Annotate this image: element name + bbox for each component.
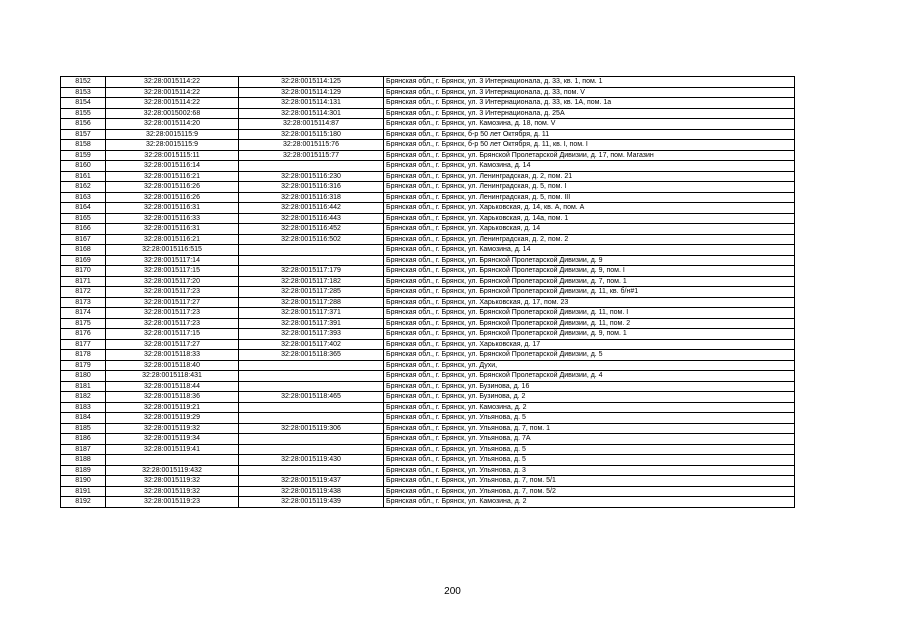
address-cell: Брянская обл., г. Брянск, ул. Ульянова, д. 7, пом. 5/2 — [384, 486, 795, 497]
object-number-cell — [239, 245, 384, 256]
parcel-number-cell: 32:28:0015118:44 — [106, 381, 239, 392]
object-number-cell: 32:28:0015114:125 — [239, 77, 384, 88]
address-cell: Брянская обл., г. Брянск, ул. Харьковская, д. 17, пом. 23 — [384, 297, 795, 308]
parcel-number-cell: 32:28:0015116:26 — [106, 182, 239, 193]
address-cell: Брянская обл., г. Брянск, ул. Харьковская, д. 14а, пом. 1 — [384, 213, 795, 224]
table-row — [61, 402, 795, 413]
row-number-cell: 8163 — [61, 192, 106, 203]
parcel-number-cell — [106, 455, 239, 466]
parcel-number-cell: 32:28:0015119:41 — [106, 444, 239, 455]
table-row — [61, 213, 795, 224]
parcel-number-cell: 32:28:0015114:22 — [106, 98, 239, 109]
parcel-number-cell: 32:28:0015119:432 — [106, 465, 239, 476]
object-number-cell: 32:28:0015116:443 — [239, 213, 384, 224]
row-number-cell: 8160 — [61, 161, 106, 172]
parcel-number-cell: 32:28:0015119:34 — [106, 434, 239, 445]
row-number-cell: 8155 — [61, 108, 106, 119]
row-number-cell: 8192 — [61, 497, 106, 508]
table-row — [61, 339, 795, 350]
page-number: 200 — [444, 586, 461, 597]
object-number-cell: 32:28:0015117:182 — [239, 276, 384, 287]
object-number-cell: 32:28:0015119:439 — [239, 497, 384, 508]
object-number-cell: 32:28:0015116:442 — [239, 203, 384, 214]
address-cell: Брянская обл., г. Брянск, ул. Бузинова, д. 2 — [384, 392, 795, 403]
address-cell: Брянская обл., г. Брянск, ул. Харьковская, д. 17 — [384, 339, 795, 350]
address-cell: Брянская обл., г. Брянск, ул. Камозина, д. 14 — [384, 245, 795, 256]
object-number-cell: 32:28:0015119:306 — [239, 423, 384, 434]
parcel-number-cell: 32:28:0015118:33 — [106, 350, 239, 361]
row-number-cell: 8179 — [61, 360, 106, 371]
object-number-cell — [239, 413, 384, 424]
parcel-number-cell: 32:28:0015002:68 — [106, 108, 239, 119]
row-number-cell: 8170 — [61, 266, 106, 277]
address-cell: Брянская обл., г. Брянск, ул. Ульянова, д. 3 — [384, 465, 795, 476]
table-row — [61, 486, 795, 497]
row-number-cell: 8173 — [61, 297, 106, 308]
table-row — [61, 297, 795, 308]
object-number-cell: 32:28:0015116:316 — [239, 182, 384, 193]
object-number-cell: 32:28:0015117:371 — [239, 308, 384, 319]
object-number-cell: 32:28:0015114:131 — [239, 98, 384, 109]
table-row — [61, 318, 795, 329]
address-cell: Брянская обл., г. Брянск, б-р 50 лет Октября, д. 11 — [384, 129, 795, 140]
table-row — [61, 371, 795, 382]
parcel-number-cell: 32:28:0015116:515 — [106, 245, 239, 256]
table-row — [61, 308, 795, 319]
row-number-cell: 8176 — [61, 329, 106, 340]
table-row — [61, 140, 795, 151]
object-number-cell: 32:28:0015115:180 — [239, 129, 384, 140]
table-row — [61, 444, 795, 455]
object-number-cell — [239, 465, 384, 476]
row-number-cell: 8188 — [61, 455, 106, 466]
object-number-cell — [239, 161, 384, 172]
table-row — [61, 87, 795, 98]
address-cell: Брянская обл., г. Брянск, ул. Ульянова, д. 5 — [384, 455, 795, 466]
row-number-cell: 8164 — [61, 203, 106, 214]
object-number-cell: 32:28:0015117:285 — [239, 287, 384, 298]
parcel-number-cell: 32:28:0015117:23 — [106, 287, 239, 298]
object-number-cell: 32:28:0015119:437 — [239, 476, 384, 487]
row-number-cell: 8159 — [61, 150, 106, 161]
address-cell: Брянская обл., г. Брянск, ул. Брянской Пролетарской Дивизии, д. 11, пом. I — [384, 308, 795, 319]
object-number-cell — [239, 434, 384, 445]
parcel-number-cell: 32:28:0015115:9 — [106, 140, 239, 151]
row-number-cell: 8190 — [61, 476, 106, 487]
address-cell: Брянская обл., г. Брянск, ул. Брянской Пролетарской Дивизии, д. 11, кв. б/н#1 — [384, 287, 795, 298]
table-row — [61, 276, 795, 287]
object-number-cell: 32:28:0015117:402 — [239, 339, 384, 350]
row-number-cell: 8161 — [61, 171, 106, 182]
table-row — [61, 129, 795, 140]
table-row — [61, 423, 795, 434]
parcel-number-cell: 32:28:0015116:26 — [106, 192, 239, 203]
table-row — [61, 329, 795, 340]
row-number-cell: 8162 — [61, 182, 106, 193]
parcel-number-cell: 32:28:0015118:36 — [106, 392, 239, 403]
parcel-number-cell: 32:28:0015117:27 — [106, 297, 239, 308]
address-cell: Брянская обл., г. Брянск, ул. 3 Интернационала, д. 33, кв. 1А, пом. 1а — [384, 98, 795, 109]
address-cell: Брянская обл., г. Брянск, ул. Ульянова, д. 7А — [384, 434, 795, 445]
parcel-number-cell: 32:28:0015119:21 — [106, 402, 239, 413]
parcel-number-cell: 32:28:0015114:22 — [106, 77, 239, 88]
parcel-number-cell: 32:28:0015114:22 — [106, 87, 239, 98]
row-number-cell: 8174 — [61, 308, 106, 319]
row-number-cell: 8153 — [61, 87, 106, 98]
row-number-cell: 8186 — [61, 434, 106, 445]
table-row — [61, 287, 795, 298]
table-row — [61, 476, 795, 487]
parcel-number-cell: 32:28:0015115:9 — [106, 129, 239, 140]
table-row — [61, 192, 795, 203]
address-cell: Брянская обл., г. Брянск, ул. 3 Интернационала, д. 33, кв. 1, пом. 1 — [384, 77, 795, 88]
parcel-number-cell: 32:28:0015115:11 — [106, 150, 239, 161]
object-number-cell: 32:28:0015117:393 — [239, 329, 384, 340]
object-number-cell: 32:28:0015114:301 — [239, 108, 384, 119]
parcel-number-cell: 32:28:0015119:32 — [106, 423, 239, 434]
row-number-cell: 8181 — [61, 381, 106, 392]
address-cell: Брянская обл., г. Брянск, ул. Ленинградская, д. 2, пом. 2 — [384, 234, 795, 245]
address-cell: Брянская обл., г. Брянск, ул. Камозина, д. 2 — [384, 497, 795, 508]
parcel-number-cell: 32:28:0015118:431 — [106, 371, 239, 382]
row-number-cell: 8185 — [61, 423, 106, 434]
table-row — [61, 203, 795, 214]
object-number-cell: 32:28:0015114:87 — [239, 119, 384, 130]
parcel-number-cell: 32:28:0015117:14 — [106, 255, 239, 266]
parcel-number-cell: 32:28:0015114:20 — [106, 119, 239, 130]
address-cell: Брянская обл., г. Брянск, б-р 50 лет Октября, д. 11, кв. I, пом. I — [384, 140, 795, 151]
address-cell: Брянская обл., г. Брянск, ул. Камозина, д. 14 — [384, 161, 795, 172]
row-number-cell: 8152 — [61, 77, 106, 88]
address-cell: Брянская обл., г. Брянск, ул. Брянской Пролетарской Дивизии, д. 17, пом. Магазин — [384, 150, 795, 161]
table-row — [61, 350, 795, 361]
address-cell: Брянская обл., г. Брянск, ул. Брянской Пролетарской Дивизии, д. 4 — [384, 371, 795, 382]
table-row — [61, 98, 795, 109]
row-number-cell: 8178 — [61, 350, 106, 361]
table-row — [61, 455, 795, 466]
object-number-cell: 32:28:0015115:77 — [239, 150, 384, 161]
table-row — [61, 465, 795, 476]
object-number-cell — [239, 371, 384, 382]
parcel-number-cell: 32:28:0015117:20 — [106, 276, 239, 287]
parcel-number-cell: 32:28:0015117:27 — [106, 339, 239, 350]
table-row — [61, 108, 795, 119]
row-number-cell: 8172 — [61, 287, 106, 298]
address-cell: Брянская обл., г. Брянск, ул. Ленинградская, д. 5, пом. I — [384, 182, 795, 193]
object-number-cell: 32:28:0015119:438 — [239, 486, 384, 497]
address-cell: Брянская обл., г. Брянск, ул. Харьковская, д. 14 — [384, 224, 795, 235]
parcel-number-cell: 32:28:0015119:29 — [106, 413, 239, 424]
object-number-cell — [239, 381, 384, 392]
row-number-cell: 8171 — [61, 276, 106, 287]
row-number-cell: 8189 — [61, 465, 106, 476]
parcel-number-cell: 32:28:0015116:33 — [106, 213, 239, 224]
address-cell: Брянская обл., г. Брянск, ул. Ульянова, д. 5 — [384, 413, 795, 424]
parcel-number-cell: 32:28:0015116:21 — [106, 171, 239, 182]
table-row — [61, 381, 795, 392]
table-row — [61, 150, 795, 161]
row-number-cell: 8183 — [61, 402, 106, 413]
table-row — [61, 392, 795, 403]
object-number-cell — [239, 255, 384, 266]
row-number-cell: 8156 — [61, 119, 106, 130]
row-number-cell: 8166 — [61, 224, 106, 235]
object-number-cell: 32:28:0015116:230 — [239, 171, 384, 182]
table-row — [61, 161, 795, 172]
parcel-number-cell: 32:28:0015119:23 — [106, 497, 239, 508]
table-row — [61, 77, 795, 88]
address-cell: Брянская обл., г. Брянск, ул. Духи, — [384, 360, 795, 371]
parcel-number-cell: 32:28:0015116:14 — [106, 161, 239, 172]
table-row — [61, 119, 795, 130]
table-row — [61, 360, 795, 371]
parcel-number-cell: 32:28:0015117:15 — [106, 329, 239, 340]
table-row — [61, 245, 795, 256]
parcel-number-cell: 32:28:0015117:15 — [106, 266, 239, 277]
object-number-cell: 32:28:0015118:465 — [239, 392, 384, 403]
cadastral-table — [60, 76, 795, 508]
row-number-cell: 8165 — [61, 213, 106, 224]
address-cell: Брянская обл., г. Брянск, ул. Харьковская, д. 14, кв. А, пом. А — [384, 203, 795, 214]
table-row — [61, 434, 795, 445]
object-number-cell: 32:28:0015116:452 — [239, 224, 384, 235]
row-number-cell: 8177 — [61, 339, 106, 350]
parcel-number-cell: 32:28:0015119:32 — [106, 476, 239, 487]
row-number-cell: 8187 — [61, 444, 106, 455]
row-number-cell: 8184 — [61, 413, 106, 424]
row-number-cell: 8191 — [61, 486, 106, 497]
address-cell: Брянская обл., г. Брянск, ул. Камозина, д. 18, пом. V — [384, 119, 795, 130]
address-cell: Брянская обл., г. Брянск, ул. 3 Интернационала, д. 33, пом. V — [384, 87, 795, 98]
row-number-cell: 8180 — [61, 371, 106, 382]
row-number-cell: 8169 — [61, 255, 106, 266]
address-cell: Брянская обл., г. Брянск, ул. 3 Интернационала, д. 25А — [384, 108, 795, 119]
object-number-cell: 32:28:0015117:391 — [239, 318, 384, 329]
row-number-cell: 8175 — [61, 318, 106, 329]
address-cell: Брянская обл., г. Брянск, ул. Бузинова, д. 16 — [384, 381, 795, 392]
table-row — [61, 497, 795, 508]
table-row — [61, 413, 795, 424]
parcel-number-cell: 32:28:0015119:32 — [106, 486, 239, 497]
parcel-number-cell: 32:28:0015117:23 — [106, 308, 239, 319]
address-cell: Брянская обл., г. Брянск, ул. Ульянова, д. 7, пом. 5/1 — [384, 476, 795, 487]
row-number-cell: 8158 — [61, 140, 106, 151]
address-cell: Брянская обл., г. Брянск, ул. Брянской Пролетарской Дивизии, д. 5 — [384, 350, 795, 361]
row-number-cell: 8167 — [61, 234, 106, 245]
object-number-cell: 32:28:0015114:129 — [239, 87, 384, 98]
object-number-cell: 32:28:0015116:318 — [239, 192, 384, 203]
address-cell: Брянская обл., г. Брянск, ул. Брянской Пролетарской Дивизии, д. 9 — [384, 255, 795, 266]
address-cell: Брянская обл., г. Брянск, ул. Брянской Пролетарской Дивизии, д. 9, пом. I — [384, 266, 795, 277]
address-cell: Брянская обл., г. Брянск, ул. Брянской Пролетарской Дивизии, д. 7, пом. 1 — [384, 276, 795, 287]
address-cell: Брянская обл., г. Брянск, ул. Ленинградская, д. 2, пом. 21 — [384, 171, 795, 182]
object-number-cell: 32:28:0015118:365 — [239, 350, 384, 361]
parcel-number-cell: 32:28:0015116:31 — [106, 203, 239, 214]
row-number-cell: 8154 — [61, 98, 106, 109]
parcel-number-cell: 32:28:0015118:40 — [106, 360, 239, 371]
table-row — [61, 224, 795, 235]
table-row — [61, 266, 795, 277]
table-row — [61, 171, 795, 182]
table-row — [61, 182, 795, 193]
parcel-number-cell: 32:28:0015117:23 — [106, 318, 239, 329]
address-cell: Брянская обл., г. Брянск, ул. Камозина, д. 2 — [384, 402, 795, 413]
parcel-number-cell: 32:28:0015116:21 — [106, 234, 239, 245]
parcel-number-cell: 32:28:0015116:31 — [106, 224, 239, 235]
address-cell: Брянская обл., г. Брянск, ул. Ульянова, д. 7, пом. 1 — [384, 423, 795, 434]
row-number-cell: 8182 — [61, 392, 106, 403]
address-cell: Брянская обл., г. Брянск, ул. Ленинградская, д. 5, пом. III — [384, 192, 795, 203]
object-number-cell — [239, 360, 384, 371]
table-body — [61, 77, 795, 508]
object-number-cell — [239, 444, 384, 455]
object-number-cell: 32:28:0015116:502 — [239, 234, 384, 245]
object-number-cell: 32:28:0015117:179 — [239, 266, 384, 277]
table-row — [61, 255, 795, 266]
object-number-cell — [239, 402, 384, 413]
address-cell: Брянская обл., г. Брянск, ул. Брянской Пролетарской Дивизии, д. 11, пом. 2 — [384, 318, 795, 329]
address-cell: Брянская обл., г. Брянск, ул. Брянской Пролетарской Дивизии, д. 9, пом. 1 — [384, 329, 795, 340]
row-number-cell: 8157 — [61, 129, 106, 140]
row-number-cell: 8168 — [61, 245, 106, 256]
address-cell: Брянская обл., г. Брянск, ул. Ульянова, д. 5 — [384, 444, 795, 455]
object-number-cell: 32:28:0015115:76 — [239, 140, 384, 151]
object-number-cell: 32:28:0015117:288 — [239, 297, 384, 308]
object-number-cell: 32:28:0015119:430 — [239, 455, 384, 466]
table-row — [61, 234, 795, 245]
